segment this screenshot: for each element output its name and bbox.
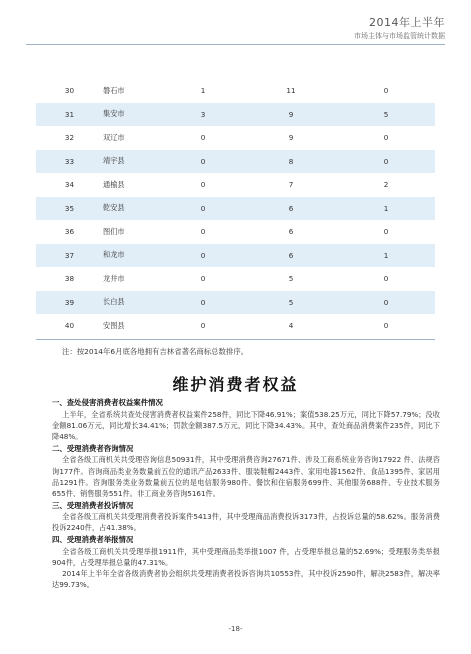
table-row xyxy=(36,173,435,197)
paragraph-complaints: 全省各级工商机关共受理消费者投诉案件5413件，其中受理商品消费投诉3173件，占投诉总量的58.62%。服务消费投诉2240件，占41.38%。 xyxy=(52,512,440,533)
count-a: 0 xyxy=(200,133,206,143)
region-name: 靖宇县 xyxy=(103,150,161,174)
count-b: 6 xyxy=(245,197,337,221)
page-header xyxy=(354,14,445,41)
count-c: 0 xyxy=(383,321,389,331)
table-row xyxy=(36,126,435,150)
count-c: 0 xyxy=(383,86,389,96)
row-number: 40 xyxy=(64,321,75,331)
table-row xyxy=(36,79,435,103)
count-a: 3 xyxy=(161,103,245,127)
trademark-table xyxy=(36,79,435,338)
count-a: 0 xyxy=(161,197,245,221)
table-row xyxy=(36,244,435,268)
heading-complaints: 三、受理消费者投诉情况 xyxy=(52,500,134,510)
count-b: 6 xyxy=(245,244,337,268)
heading-cases: 一、查处侵害消费者权益案件情况 xyxy=(52,398,163,407)
region-name: 集安市 xyxy=(103,103,161,127)
region-name: 安图县 xyxy=(103,320,125,330)
count-b: 7 xyxy=(288,180,294,190)
row-number: 30 xyxy=(64,86,75,96)
table-row xyxy=(36,291,435,315)
count-a: 0 xyxy=(200,321,206,331)
count-a: 0 xyxy=(161,291,245,315)
section-title: 维护消费者权益 xyxy=(172,375,299,394)
count-c: 0 xyxy=(337,291,435,315)
table-note: 注：按2014年6月底各地拥有吉林省著名商标总数排序。 xyxy=(62,347,249,356)
count-c: 5 xyxy=(337,103,435,127)
row-number: 38 xyxy=(64,274,75,284)
count-a: 1 xyxy=(200,86,206,96)
count-b: 6 xyxy=(288,227,294,237)
row-number: 36 xyxy=(64,227,75,237)
paragraph-reports: 全省各级工商机关共受理举报1911件，其中受理商品类举报1007 件，占受理举报总量的52.69%；受理服务类举报904件，占受理举报总量的47.31%。 xyxy=(52,546,440,567)
count-c: 0 xyxy=(337,150,435,174)
count-c: 1 xyxy=(337,197,435,221)
region-name: 双辽市 xyxy=(103,132,125,142)
region-name: 通榆县 xyxy=(103,179,125,189)
count-b: 4 xyxy=(288,321,294,331)
table-row xyxy=(36,150,435,174)
table-row xyxy=(36,314,435,338)
count-b: 5 xyxy=(288,274,294,284)
row-number: 35 xyxy=(36,197,103,221)
count-a: 0 xyxy=(161,150,245,174)
row-number: 37 xyxy=(36,244,103,268)
count-c: 1 xyxy=(337,244,435,268)
count-c: 0 xyxy=(383,133,389,143)
header-year-title: 2014年上半年 xyxy=(369,16,445,29)
count-b: 5 xyxy=(245,291,337,315)
row-number: 33 xyxy=(36,150,103,174)
header-subtitle: 市场主体与市场监管统计数据 xyxy=(354,32,445,40)
region-name: 磐石市 xyxy=(103,85,125,95)
table-row xyxy=(36,267,435,291)
table-bottom-rule xyxy=(36,339,435,340)
count-c: 0 xyxy=(383,227,389,237)
row-number: 34 xyxy=(64,180,75,190)
region-name: 图们市 xyxy=(103,226,125,236)
table-row xyxy=(36,220,435,244)
count-a: 0 xyxy=(200,227,206,237)
count-b: 8 xyxy=(245,150,337,174)
count-a: 0 xyxy=(200,274,206,284)
count-c: 2 xyxy=(383,180,389,190)
row-number: 31 xyxy=(36,103,103,127)
table-row xyxy=(36,103,435,127)
row-number: 32 xyxy=(64,133,75,143)
region-name: 长白县 xyxy=(103,291,161,315)
region-name: 龙井市 xyxy=(103,273,125,283)
count-b: 11 xyxy=(286,86,296,96)
heading-reports: 四、受理消费者举报情况 xyxy=(52,535,134,545)
section-content xyxy=(52,397,440,591)
header-rule xyxy=(26,44,445,45)
heading-consultation: 二、受理消费者咨询情况 xyxy=(52,443,134,453)
count-b: 9 xyxy=(245,103,337,127)
paragraph-consultation: 全省各级工商机关共受理咨询信息50931件，其中受理消费咨询27671件、涉及工商系统业务咨询17922 件、法规咨询177件。咨询商品类业务数量前五位的通讯产品2633件、服装鞋帽2443件、家用电器1562件、食品1395件、家居用品1291件。咨询服务类业务数量前五位的是电信服务980件、餐饮和住宿服务699件、其他服务688件、专业技术服务655件、销售服务551件。非工商业务咨询5161件。 xyxy=(52,455,440,498)
paragraph-cases: 上半年，全省系统共查处侵害消费者权益案件258件，同比下降46.91%；案值538.25万元，同比下降57.79%；没收金额81.06万元，同比增长34.41%；罚款金额387.5万元，同比下降34.43%。其中，查处商品消费案件235件，同比下降48%。 xyxy=(52,409,440,441)
page-number: -18- xyxy=(228,625,243,633)
count-c: 0 xyxy=(383,274,389,284)
region-name: 乾安县 xyxy=(103,197,161,221)
count-b: 9 xyxy=(288,133,294,143)
count-a: 0 xyxy=(200,180,206,190)
paragraph-closing: 2014年上半年全省各级消费者协会组织共受理消费者投诉咨询共10553件，其中投诉2590件，解决2583件，解决率达99.73%。 xyxy=(52,569,440,590)
region-name: 和龙市 xyxy=(103,244,161,268)
count-a: 0 xyxy=(161,244,245,268)
row-number: 39 xyxy=(36,291,103,315)
table-row xyxy=(36,197,435,221)
